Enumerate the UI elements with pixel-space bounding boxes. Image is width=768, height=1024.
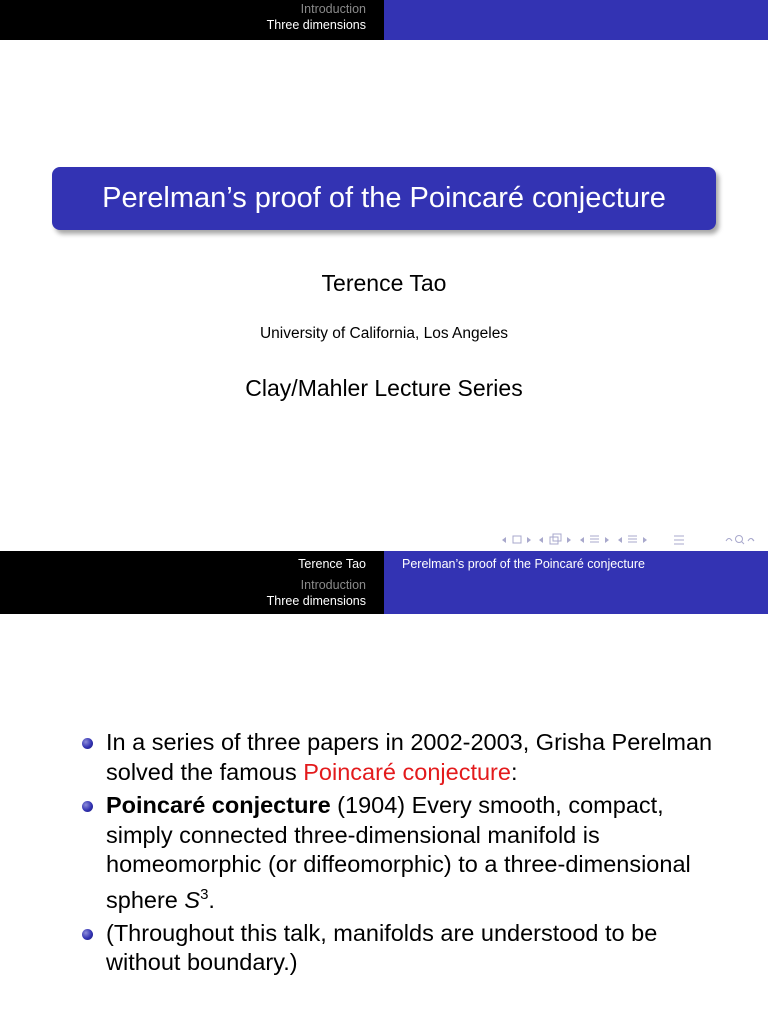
header-nav-left [0,0,384,40]
bullet-1-text: In a series of three papers in 2002-2003, Grisha Perelman solved the famous [106,729,713,785]
footer-author: Terence Tao [298,557,366,571]
nav-search-icon[interactable] [726,536,754,545]
nav-next-frame-icon[interactable] [580,536,609,543]
nav-prev-frame-icon[interactable] [502,536,531,543]
bullet-dot-icon [82,801,93,812]
bullet-3-text: (Throughout this talk, manifolds are understood to be without boundary.) [106,919,658,976]
bullet-list [82,728,722,982]
nav-subsection-icon[interactable] [618,536,647,543]
institute: University of California, Los Angeles [259,325,509,342]
event-name: Clay/Mahler Lecture Series [245,375,523,401]
presentation-title-box [52,167,716,230]
slide1-header [0,0,768,40]
sphere-symbol: S [184,886,201,913]
author-name: Terence Tao [321,270,447,296]
presentation-title: Perelman’s proof of the Poincaré conjecture [102,182,666,214]
bullet-item-3 [82,919,722,978]
bullet-dot-icon [82,929,93,940]
footer-nav-left [0,551,384,614]
header-accent-bar [384,0,768,40]
sphere-superscript: 3 [200,885,209,903]
bullet-1-highlight: Poincaré conjecture [303,758,511,785]
nav-frame-icon[interactable] [539,534,571,544]
bullet-2-text: (1904) Every smooth, compact, simply connected three-dimensional manifold is homeomorphic (or diffeomorphic) to a three-dimensional sphere [106,792,691,913]
nav-section-three-dimensions[interactable]: Three dimensions [266,18,366,32]
slide-footer-and-header [0,551,768,614]
bullet-2-end: . [208,886,215,913]
footer-accent-bar [384,551,768,614]
nav-section-introduction[interactable]: Introduction [300,2,366,16]
nav-section-three-dimensions-2[interactable]: Three dimensions [266,594,366,608]
footer-title: Perelman’s proof of the Poincaré conjecture [402,557,645,571]
bullet-1-end: : [510,758,518,785]
nav-section-icon[interactable] [674,536,684,544]
nav-section-introduction-2[interactable]: Introduction [300,578,366,592]
bullet-dot-icon [82,738,93,749]
bullet-item-2 [82,791,722,915]
bullet-2-term: Poincaré conjecture [106,792,331,818]
bullet-item-1 [82,728,722,787]
navigation-symbols [498,532,768,548]
